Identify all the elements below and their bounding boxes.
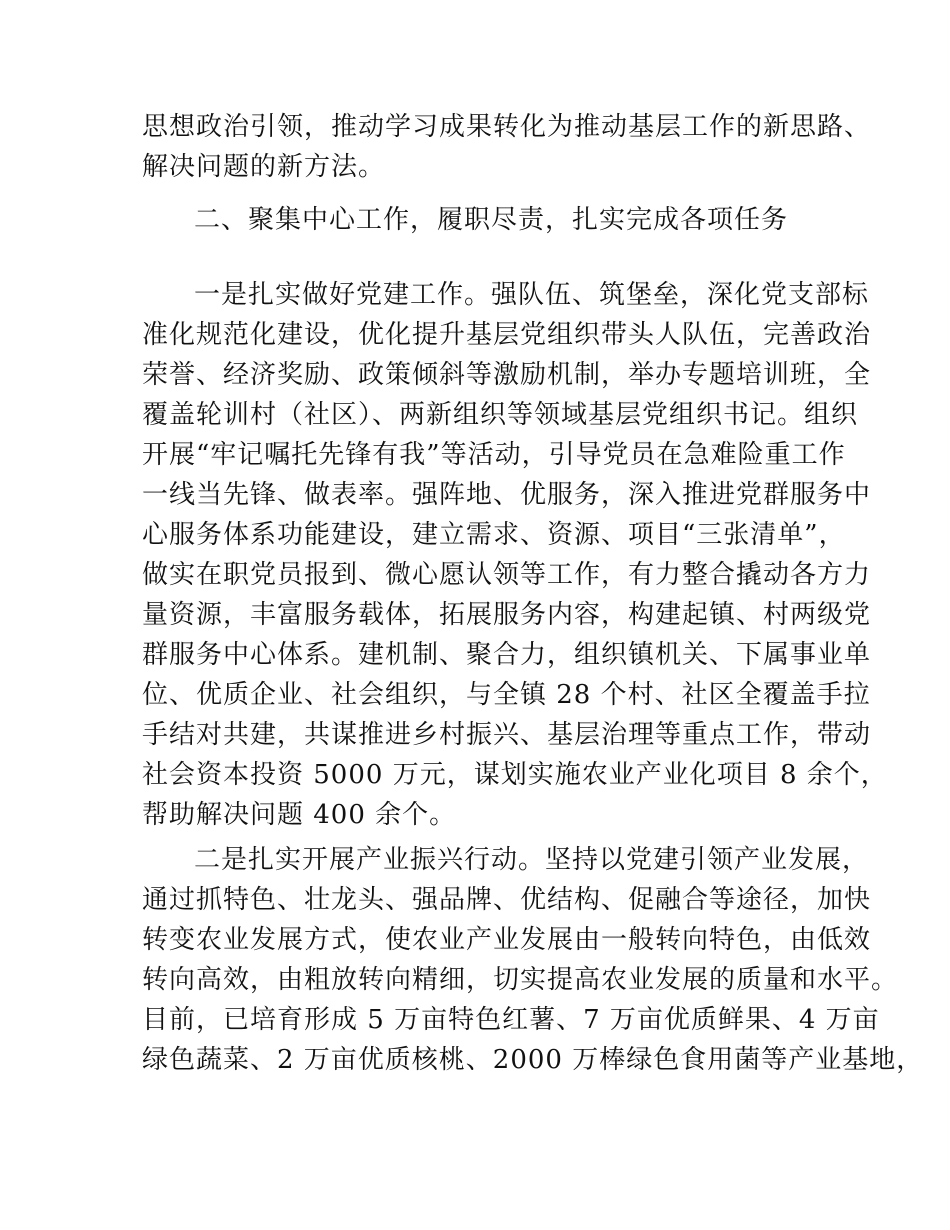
paragraph-party-building	[142, 275, 888, 835]
text-line: 转向高效，由粗放转向精细，切实提高农业发展的质量和水平。	[142, 965, 899, 995]
text-line: 解决问题的新方法。	[142, 152, 386, 182]
text-line: 目前，已培育形成 5 万亩特色红薯、7 万亩优质鲜果、4 万亩	[142, 1005, 880, 1035]
text-line: 荣誉、经济奖励、政策倾斜等激励机制，举办专题培训班，全	[142, 360, 872, 390]
text-line: 做实在职党员报到、微心愿认领等工作，有力整合撬动各方力	[142, 560, 872, 590]
text-line: 覆盖轮训村（社区）、两新组织等领域基层党组织书记。组织	[142, 400, 859, 430]
text-line: 通过抓特色、壮龙头、强品牌、优结构、促融合等途径，加快	[142, 885, 872, 915]
section-heading	[142, 200, 822, 240]
text-line: 量资源，丰富服务载体，拓展服务内容，构建起镇、村两级党	[142, 600, 872, 630]
text-line: 开展“牢记嘱托先锋有我”等活动，引导党员在急难险重工作	[142, 440, 846, 470]
text-line: 心服务体系功能建设，建立需求、资源、项目“三张清单”，	[142, 520, 846, 550]
text-line: 转变农业发展方式，使农业产业发展由一般转向特色，由低效	[142, 925, 872, 955]
paragraph-industry-revitalization	[142, 840, 924, 1080]
text-line: 一是扎实做好党建工作。强队伍、筑堡垒，深化党支部标	[194, 280, 870, 310]
text-line: 手结对共建，共谋推进乡村振兴、基层治理等重点工作，带动	[142, 720, 872, 750]
text-line: 准化规范化建设，优化提升基层党组织带头人队伍，完善政治	[142, 320, 872, 350]
text-line: 思想政治引领，推动学习成果转化为推动基层工作的新思路、	[142, 112, 872, 142]
heading-line: 二、聚集中心工作，履职尽责，扎实完成各项任务	[194, 205, 789, 235]
text-line: 二是扎实开展产业振兴行动。坚持以党建引领产业发展，	[194, 845, 870, 875]
text-line: 社会资本投资 5000 万元，谋划实施农业产业化项目 8 余个，	[142, 760, 888, 790]
text-line: 群服务中心体系。建机制、聚合力，组织镇机关、下属事业单	[142, 640, 872, 670]
text-line: 一线当先锋、做表率。强阵地、优服务，深入推进党群服务中	[142, 480, 872, 510]
text-line: 帮助解决问题 400 余个。	[142, 800, 457, 830]
text-line: 绿色蔬菜、2 万亩优质核桃、2000 万棒绿色食用菌等产业基地，	[142, 1045, 924, 1075]
paragraph-continuation	[142, 107, 872, 187]
text-line: 位、优质企业、社会组织，与全镇 28 个村、社区全覆盖手拉	[142, 680, 871, 710]
